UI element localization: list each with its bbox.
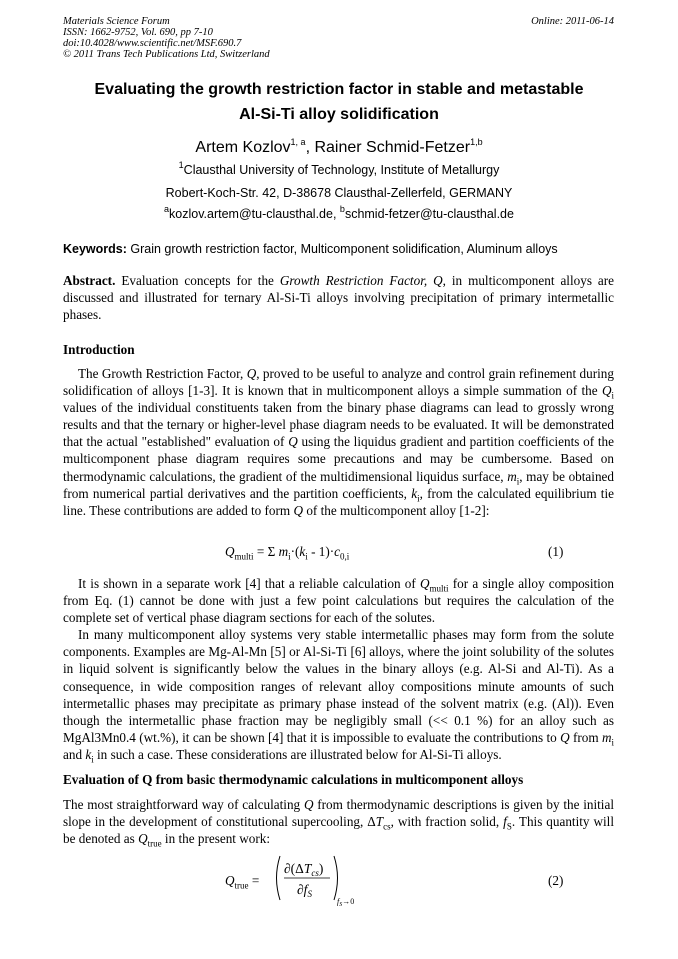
symbol: k: [299, 544, 306, 559]
section-heading-evaluation: Evaluation of Q from basic thermodynamic calculations in multicomponent alloys: [63, 772, 524, 787]
subscript: i: [305, 551, 308, 562]
email-link[interactable]: kozlov.artem@tu-clausthal.de,: [169, 207, 340, 221]
paragraph: [63, 626, 614, 763]
text-run: , may be obtained from numerical partial derivatives and the partition coefficients,: [63, 468, 614, 501]
symbol: Q: [288, 434, 298, 450]
text-run: for a single alloy composition from Eq. (1) cannot be done with just a few point calculations but requires the calculation of the complete set of vertical phase diagram sections for each of the solutes.: [63, 576, 614, 626]
introduction-body: [63, 365, 614, 519]
author-separator: ,: [305, 139, 315, 156]
author-name: Artem Kozlov: [195, 139, 291, 156]
text-run: . This quantity will be denoted as: [63, 814, 614, 847]
text-run: from thermodynamic descriptions is given by the initial slope in the development of constitutional supercooling, Δ: [63, 797, 614, 830]
subscript: i: [91, 754, 94, 765]
operator: =: [248, 873, 260, 888]
email-mark: b: [339, 203, 345, 214]
introduction-body-continued: [63, 575, 614, 763]
equation-2-derivative: [272, 852, 372, 908]
text-run: The Growth Restriction Factor,: [78, 366, 247, 381]
text-run: values of the individual constituents taken from the binary phase diagrams can lead to grossly wrong results and that the ternary or higher-level phase diagram needs to be evaluated. It will be demonstrated that the actual "established" evaluation of: [63, 400, 614, 450]
derivative-numerator: $\partial(\Delta T_{cs})$: [284, 861, 324, 878]
doi-line[interactable]: doi:10.4028/www.scientific.net/MSF.690.7: [63, 38, 242, 49]
text-run: In many multicomponent alloy systems very stable intermetallic phases may form from the solute components. Examples are Mg-Al-Mn [5] or Al-Si-Ti [6] alloys, where the joint solubility of the solutes in liquid solvent is significantly below the values in the binary alloys (e.g. Al-Si and Al-Ti). As a consequence, in wide composition ranges of relevant alloy compositions minute amounts of such intermetallic phases may precipitate as primary phase instead of the solvent matrix (e.g. (Al)). Even though the intermetallic phase fraction may be negligibly small (<< 0.1 %) for an alloy such as MgAl3Mn0.4 (wt.%), it can be shown [4] that it is impossible to evaluate the contributions to: [63, 627, 614, 745]
journal-header: [63, 16, 270, 60]
abstract-emphasis: Growth Restriction Factor, Q: [279, 273, 443, 288]
equation-number: (1): [548, 544, 564, 559]
abstract-text: , in multicomponent alloys are discussed and illustrated for ternary Al-Si-Ti alloys involving precipitation of primary intermetallic phases.: [63, 273, 614, 323]
subscript: i: [611, 390, 614, 401]
symbol: Q: [601, 383, 612, 399]
text-run: , from the calculated equilibrium tie line. These contributions are added to form: [63, 485, 614, 518]
paragraph: [63, 796, 614, 847]
symbol: Q: [246, 366, 257, 381]
online-date: Online: 2011-06-14: [531, 16, 614, 27]
subscript: i: [611, 737, 614, 748]
symbol: k: [85, 746, 92, 762]
affiliation-institution: [63, 159, 615, 177]
symbol: m: [278, 544, 289, 559]
subscript: S: [506, 821, 512, 832]
text-run: using the liquidus gradient and partition coefficients of the multicomponent phase diagram requires some precautions and may be cumbersome. Based on thermodynamic calculations, the gradient of the multidimensional liquidus surface,: [63, 434, 614, 484]
symbol: Q: [303, 797, 314, 812]
copyright-line: © 2011 Trans Tech Publications Ltd, Switzerland: [63, 49, 270, 60]
paragraph: [63, 365, 614, 519]
author-emails: [63, 203, 615, 221]
text-run: The most straightforward way of calculating: [63, 797, 304, 812]
limit-subscript: $f_S\to 0$: [337, 897, 355, 908]
abstract: [63, 272, 614, 323]
section-heading-introduction: Introduction: [63, 342, 135, 357]
equation-2-lhs: [225, 873, 259, 889]
keywords-label: Keywords:: [63, 242, 127, 256]
symbol: Q: [225, 873, 235, 888]
keywords-text: Grain growth restriction factor, Multicomponent solidification, Aluminum alloys: [126, 242, 558, 256]
symbol: Q: [225, 544, 235, 559]
text-run: , with fraction solid,: [390, 814, 504, 830]
author-affiliation-mark: 1,b: [470, 136, 483, 147]
text-run: and: [63, 746, 86, 762]
right-paren: [334, 856, 338, 900]
issn-line: ISSN: 1662-9752, Vol. 690, pp 7-10: [63, 27, 213, 38]
abstract-text: Evaluation concepts for the: [115, 273, 280, 288]
equation-1: [225, 544, 349, 560]
text-run: in the present work:: [161, 831, 271, 847]
affiliation-address: Robert-Koch-Str. 42, D-38678 Clausthal-Zellerfeld, GERMANY: [165, 186, 513, 200]
text-run: from: [569, 729, 602, 745]
abstract-label: Abstract.: [63, 273, 116, 288]
subscript: true: [234, 880, 249, 891]
evaluation-body: [63, 796, 614, 847]
author-affiliation-mark: 1, a: [290, 136, 306, 147]
email-link[interactable]: schmid-fetzer@tu-clausthal.de: [344, 207, 514, 221]
text-run: , proved to be useful to analyze and control grain refinement during solidification of alloys [1-3]. It is known that in multicomponent alloys a simple summation of the: [63, 366, 614, 399]
journal-name: Materials Science Forum: [63, 16, 170, 27]
author-name: Rainer Schmid-Fetzer: [314, 139, 471, 156]
operator: = Σ: [253, 544, 279, 559]
subscript: i: [516, 476, 520, 487]
operator: - 1)·: [307, 544, 335, 559]
symbol: m: [601, 729, 612, 745]
equation-number: (2): [548, 873, 564, 888]
symbol: f: [503, 814, 507, 830]
operator: ·(: [290, 544, 300, 559]
symbol: Q: [420, 576, 430, 591]
affiliation-text: Clausthal University of Technology, Institute of Metallurgy: [183, 163, 500, 177]
subscript: i: [417, 493, 420, 504]
symbol: Q: [560, 729, 570, 745]
subscript: multi: [234, 551, 254, 562]
derivative-denominator: $\partial f_S$: [297, 882, 312, 899]
affiliation-mark: 1: [178, 159, 184, 170]
symbol: Q: [293, 502, 304, 518]
text-run: of the multicomponent alloy [1-2]:: [303, 502, 490, 518]
symbol: Q: [138, 831, 148, 847]
subscript: multi: [429, 583, 449, 594]
subscript: cs: [383, 821, 391, 832]
email-mark: a: [164, 203, 170, 214]
symbol: k: [411, 485, 418, 501]
text-run: It is shown in a separate work [4] that a reliable calculation of: [78, 576, 421, 591]
symbol: m: [507, 468, 517, 484]
text-run: in such a case. These considerations are illustrated below for Al-Si-Ti alloys.: [93, 746, 502, 762]
symbol: T: [375, 814, 384, 830]
symbol: c: [334, 544, 341, 559]
subscript: i: [288, 551, 291, 562]
author-list: [63, 136, 615, 157]
keywords: [63, 242, 623, 256]
paper-title-line2: Al-Si-Ti alloy solidification: [239, 106, 439, 123]
abstract-paragraph: [63, 272, 614, 323]
subscript: 0,i: [340, 551, 350, 562]
paper-title-line1: Evaluating the growth restriction factor in stable and metastable: [94, 81, 584, 98]
subscript: true: [147, 838, 162, 849]
paragraph: [63, 575, 614, 626]
left-paren: [277, 856, 281, 900]
